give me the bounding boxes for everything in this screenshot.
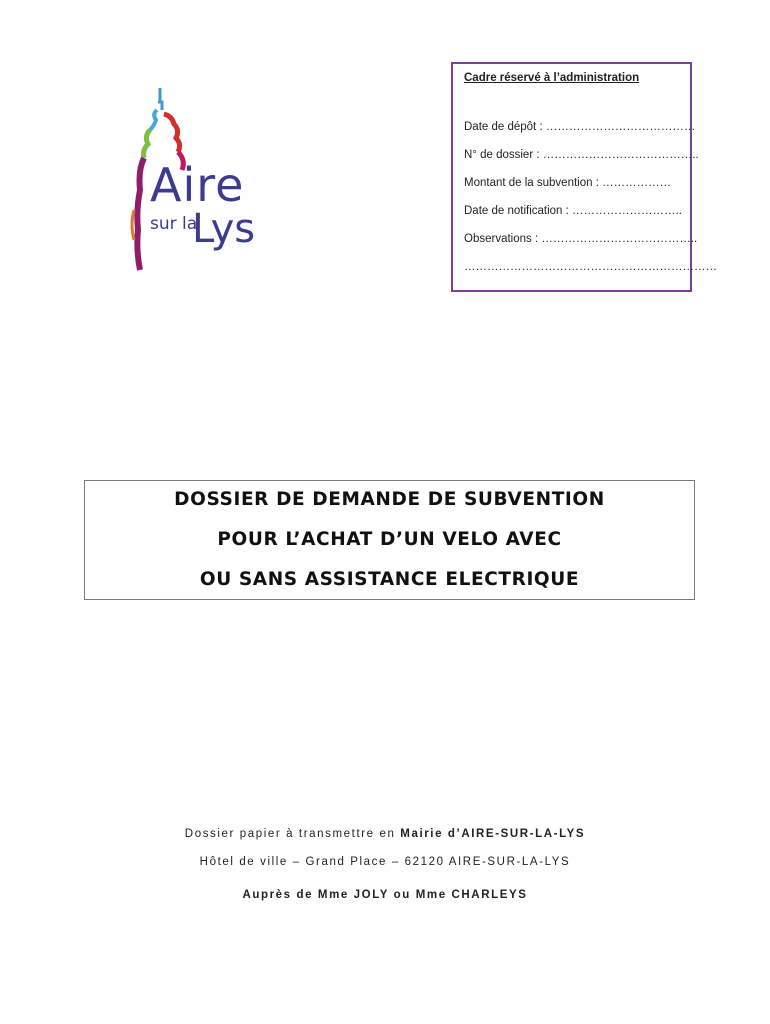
logo-text-lys: Lys <box>192 206 256 252</box>
footer-instructions-text: Dossier papier à transmettre en <box>184 828 401 840</box>
field-date-depot[interactable]: Date de dépôt : ………………………………… <box>464 121 696 133</box>
field-numero-dossier[interactable]: N° de dossier : ………………………………….. <box>464 149 699 161</box>
admin-reserved-box <box>451 62 717 292</box>
document-title-box <box>84 480 695 600</box>
logo-text-sur-la: sur la <box>150 214 198 234</box>
field-observations[interactable]: Observations : ………………………………….. <box>464 233 698 245</box>
footer-instructions <box>0 828 770 840</box>
field-observations-continued[interactable]: ………………………………………………………… <box>464 261 717 273</box>
title-line-1: DOSSIER DE DEMANDE DE SUBVENTION <box>174 489 605 510</box>
title-line-3: OU SANS ASSISTANCE ELECTRIQUE <box>199 569 580 590</box>
footer-address: Hôtel de ville – Grand Place – 62120 AIRE-SUR-LA-LYS <box>199 856 571 868</box>
title-line-2: POUR L’ACHAT D’UN VELO AVEC <box>217 529 562 550</box>
footer-mairie-name: Mairie d’AIRE-SUR-LA-LYS <box>400 828 586 840</box>
field-montant-subvention[interactable]: Montant de la subvention : ……………… <box>464 177 672 189</box>
field-date-notification[interactable]: Date de notification : ……………………….. <box>464 205 682 217</box>
footer-contacts: Auprès de Mme JOLY ou Mme CHARLEYS <box>242 889 528 901</box>
logo-text-aire: Aire <box>150 158 245 212</box>
admin-box-title: Cadre réservé à l’administration <box>464 72 640 84</box>
